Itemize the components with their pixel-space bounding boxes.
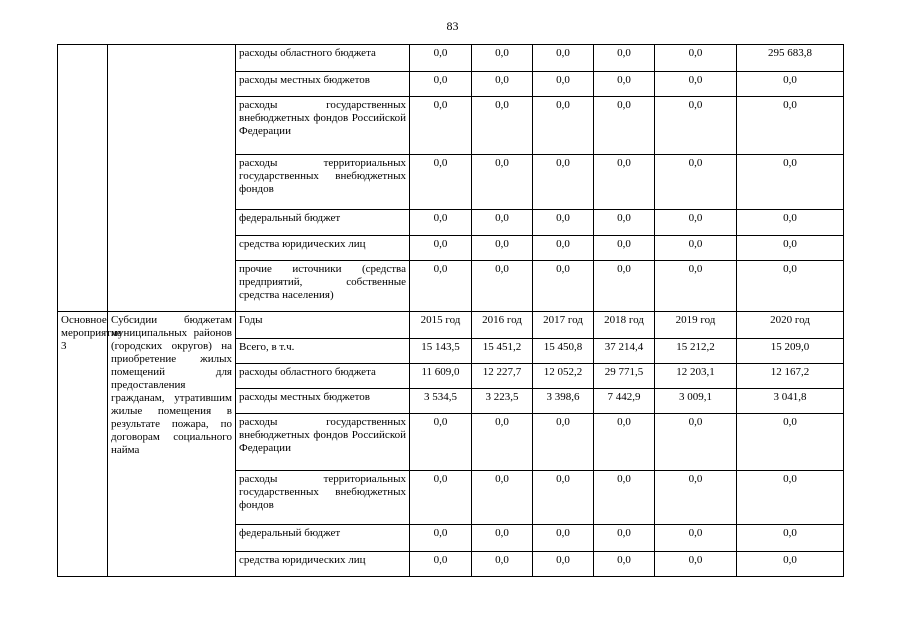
source-label: федеральный бюджет xyxy=(236,210,410,236)
value-cell: 0,0 xyxy=(533,525,594,552)
value-cell: 0,0 xyxy=(594,210,655,236)
value-cell: 0,0 xyxy=(655,552,737,577)
value-cell: 0,0 xyxy=(737,210,844,236)
value-cell: 0,0 xyxy=(594,261,655,312)
source-label: расходы территориальных государственных внебюджетных фондов xyxy=(236,471,410,525)
value-cell: 3 223,5 xyxy=(472,389,533,414)
value-cell: 0,0 xyxy=(737,525,844,552)
value-cell: 0,0 xyxy=(594,471,655,525)
value-cell: 0,0 xyxy=(410,72,472,97)
year-header: 2017 год xyxy=(533,312,594,339)
value-cell: 0,0 xyxy=(655,236,737,261)
source-label: прочие источники (средства предприятий, собственные средства населения) xyxy=(236,261,410,312)
value-cell: 12 227,7 xyxy=(472,364,533,389)
source-label: Всего, в т.ч. xyxy=(236,339,410,364)
value-cell: 0,0 xyxy=(737,261,844,312)
value-cell: 0,0 xyxy=(737,414,844,471)
value-cell: 0,0 xyxy=(472,97,533,155)
value-cell: 0,0 xyxy=(655,155,737,210)
value-cell: 0,0 xyxy=(472,72,533,97)
value-cell: 0,0 xyxy=(655,45,737,72)
budget-table xyxy=(57,44,844,577)
value-cell: 37 214,4 xyxy=(594,339,655,364)
source-label: расходы государственных внебюджетных фондов Российской Федерации xyxy=(236,414,410,471)
value-cell: 0,0 xyxy=(472,261,533,312)
value-cell: 295 683,8 xyxy=(737,45,844,72)
value-cell: 0,0 xyxy=(655,72,737,97)
value-cell: 0,0 xyxy=(533,45,594,72)
value-cell: 0,0 xyxy=(410,155,472,210)
value-cell: 15 451,2 xyxy=(472,339,533,364)
source-label: расходы местных бюджетов xyxy=(236,389,410,414)
name-cell-empty xyxy=(108,45,236,312)
source-label: расходы территориальных государственных внебюджетных фондов xyxy=(236,155,410,210)
years-header-row xyxy=(58,312,844,339)
value-cell: 0,0 xyxy=(410,236,472,261)
value-cell: 15 143,5 xyxy=(410,339,472,364)
activity-name: Субсидии бюджетам муниципальных районов (городских округов) на приобретение жилых помещений для предоставления гражданам, утратившим жилые помещения в результате пожара, по договорам социального найма xyxy=(108,312,236,577)
value-cell: 0,0 xyxy=(737,97,844,155)
year-header: 2016 год xyxy=(472,312,533,339)
value-cell: 0,0 xyxy=(594,236,655,261)
value-cell: 0,0 xyxy=(533,72,594,97)
value-cell: 0,0 xyxy=(737,72,844,97)
year-header: 2018 год xyxy=(594,312,655,339)
value-cell: 0,0 xyxy=(410,414,472,471)
years-label: Годы xyxy=(236,312,410,339)
value-cell: 0,0 xyxy=(410,525,472,552)
value-cell: 0,0 xyxy=(655,471,737,525)
source-label: федеральный бюджет xyxy=(236,525,410,552)
value-cell: 0,0 xyxy=(533,261,594,312)
value-cell: 0,0 xyxy=(737,236,844,261)
source-label: расходы областного бюджета xyxy=(236,45,410,72)
value-cell: 3 534,5 xyxy=(410,389,472,414)
value-cell: 0,0 xyxy=(410,471,472,525)
value-cell: 0,0 xyxy=(594,45,655,72)
value-cell: 15 450,8 xyxy=(533,339,594,364)
value-cell: 15 212,2 xyxy=(655,339,737,364)
value-cell: 0,0 xyxy=(594,97,655,155)
page-number: 83 xyxy=(446,19,459,33)
value-cell: 0,0 xyxy=(655,261,737,312)
source-label: средства юридических лиц xyxy=(236,236,410,261)
source-label: расходы областного бюджета xyxy=(236,364,410,389)
value-cell: 0,0 xyxy=(472,552,533,577)
value-cell: 11 609,0 xyxy=(410,364,472,389)
value-cell: 0,0 xyxy=(472,45,533,72)
value-cell: 12 167,2 xyxy=(737,364,844,389)
value-cell: 0,0 xyxy=(533,97,594,155)
status-cell-empty xyxy=(58,45,108,312)
value-cell: 0,0 xyxy=(533,414,594,471)
value-cell: 0,0 xyxy=(472,210,533,236)
value-cell: 0,0 xyxy=(410,552,472,577)
value-cell: 0,0 xyxy=(410,45,472,72)
value-cell: 0,0 xyxy=(533,210,594,236)
value-cell: 29 771,5 xyxy=(594,364,655,389)
value-cell: 0,0 xyxy=(594,552,655,577)
year-header: 2015 год xyxy=(410,312,472,339)
value-cell: 12 203,1 xyxy=(655,364,737,389)
value-cell: 0,0 xyxy=(594,414,655,471)
source-label: расходы государственных внебюджетных фондов Российской Федерации xyxy=(236,97,410,155)
value-cell: 0,0 xyxy=(472,155,533,210)
value-cell: 15 209,0 xyxy=(737,339,844,364)
value-cell: 7 442,9 xyxy=(594,389,655,414)
value-cell: 0,0 xyxy=(737,471,844,525)
value-cell: 0,0 xyxy=(472,471,533,525)
activity-status: Основное мероприятие 3 xyxy=(58,312,108,577)
value-cell: 0,0 xyxy=(410,261,472,312)
source-label: средства юридических лиц xyxy=(236,552,410,577)
value-cell: 0,0 xyxy=(655,97,737,155)
value-cell: 0,0 xyxy=(737,552,844,577)
value-cell: 0,0 xyxy=(655,210,737,236)
value-cell: 0,0 xyxy=(594,155,655,210)
value-cell: 0,0 xyxy=(472,525,533,552)
value-cell: 3 009,1 xyxy=(655,389,737,414)
value-cell: 0,0 xyxy=(655,525,737,552)
value-cell: 3 041,8 xyxy=(737,389,844,414)
value-cell: 12 052,2 xyxy=(533,364,594,389)
value-cell: 3 398,6 xyxy=(533,389,594,414)
source-label: расходы местных бюджетов xyxy=(236,72,410,97)
value-cell: 0,0 xyxy=(533,552,594,577)
value-cell: 0,0 xyxy=(410,210,472,236)
value-cell: 0,0 xyxy=(533,471,594,525)
value-cell: 0,0 xyxy=(533,236,594,261)
year-header: 2020 год xyxy=(737,312,844,339)
value-cell: 0,0 xyxy=(533,155,594,210)
value-cell: 0,0 xyxy=(737,155,844,210)
value-cell: 0,0 xyxy=(472,414,533,471)
value-cell: 0,0 xyxy=(472,236,533,261)
value-cell: 0,0 xyxy=(655,414,737,471)
table-row xyxy=(58,45,844,72)
year-header: 2019 год xyxy=(655,312,737,339)
value-cell: 0,0 xyxy=(594,72,655,97)
value-cell: 0,0 xyxy=(410,97,472,155)
value-cell: 0,0 xyxy=(594,525,655,552)
